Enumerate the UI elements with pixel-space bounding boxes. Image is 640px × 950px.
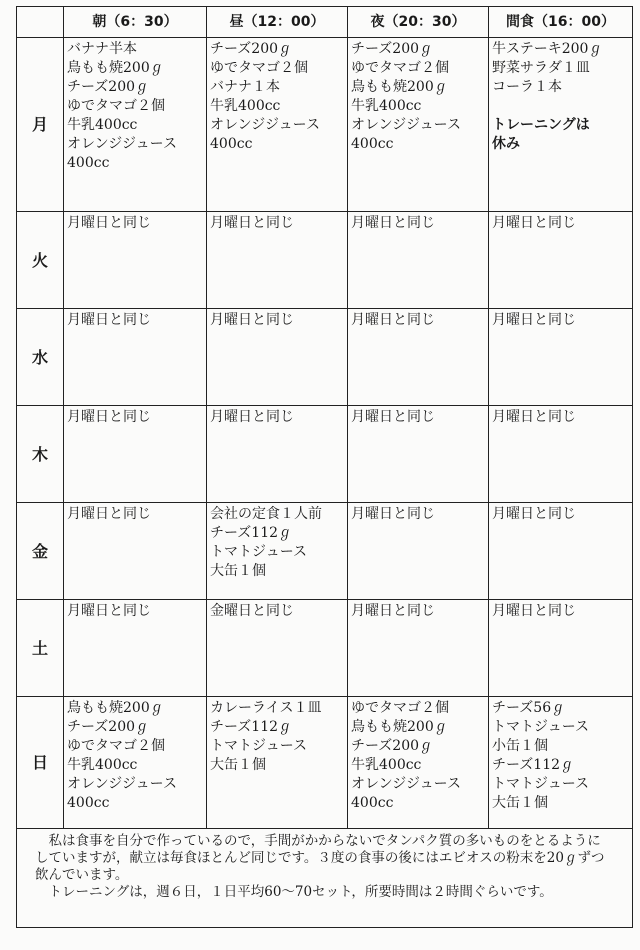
meal-item: 牛乳400cc [67, 117, 138, 133]
meal-item: チーズ200ℊ [67, 719, 150, 735]
meal-item: オレンジジュース [351, 117, 461, 133]
header-corner [17, 7, 64, 38]
meal-item: 400cc [67, 155, 110, 171]
header-dinner: 夜（20：30） [348, 7, 489, 38]
meal-item: 牛ステーキ200ℊ [492, 41, 603, 57]
table-row [17, 38, 633, 212]
day-label: 木 [17, 406, 64, 503]
meal-cell-snack [489, 503, 633, 600]
meal-item: 小缶１個 [492, 738, 548, 754]
meal-item: チーズ112ℊ [492, 757, 575, 773]
meal-item: チーズ200ℊ [351, 41, 434, 57]
meal-item: 牛乳400cc [67, 757, 138, 773]
meal-cell-dinner [348, 697, 489, 829]
meal-item: チーズ200ℊ [210, 41, 293, 57]
meal-cell-breakfast [64, 38, 207, 212]
meal-cell-lunch [207, 503, 348, 600]
spacer [492, 97, 629, 116]
meal-item: 鳥もも焼200ℊ [67, 700, 164, 716]
day-label: 土 [17, 600, 64, 697]
meal-item: 月曜日と同じ [351, 409, 435, 425]
meal-cell-lunch [207, 697, 348, 829]
meal-item: 400cc [351, 795, 394, 811]
meal-item: 月曜日と同じ [492, 409, 576, 425]
meal-item: オレンジジュース [210, 117, 320, 133]
table-row [17, 212, 633, 309]
meal-cell-lunch [207, 406, 348, 503]
meal-schedule-table [16, 6, 633, 928]
meal-item: 400cc [351, 136, 394, 152]
meal-item: 月曜日と同じ [210, 312, 294, 328]
meal-item: 月曜日と同じ [492, 215, 576, 231]
day-label: 日 [17, 697, 64, 829]
meal-item: ゆでタマゴ２個 [351, 700, 449, 716]
meal-item: 月曜日と同じ [210, 215, 294, 231]
meal-item: 会社の定食１人前 [210, 506, 322, 522]
meal-cell-snack [489, 406, 633, 503]
table-row [17, 406, 633, 503]
meal-item: 月曜日と同じ [210, 409, 294, 425]
meal-item: 400cc [67, 795, 110, 811]
meal-item: 鳥もも焼200ℊ [67, 60, 164, 76]
meal-item: 牛乳400cc [351, 98, 422, 114]
meal-cell-dinner [348, 503, 489, 600]
table-row [17, 697, 633, 829]
meal-cell-breakfast [64, 406, 207, 503]
meal-item: 月曜日と同じ [67, 506, 151, 522]
meal-item: カレーライス１皿 [210, 700, 322, 716]
meal-item: 牛乳400cc [351, 757, 422, 773]
meal-item: オレンジジュース [67, 776, 177, 792]
meal-cell-breakfast [64, 697, 207, 829]
meal-item: 月曜日と同じ [67, 409, 151, 425]
meal-item: チーズ112ℊ [210, 719, 293, 735]
header-row [17, 7, 633, 38]
meal-item: 月曜日と同じ [351, 506, 435, 522]
meal-cell-snack [489, 600, 633, 697]
note-paragraph-2: トレーニングは，週６日，１日平均60～70セット，所要時間は２時間ぐらいです。 [48, 884, 553, 900]
meal-item: ゆでタマゴ２個 [351, 60, 449, 76]
meal-item: チーズ200ℊ [351, 738, 434, 754]
meal-cell-breakfast [64, 212, 207, 309]
meal-item: トマトジュース [210, 738, 308, 754]
meal-item: コーラ１本 [492, 79, 562, 95]
day-label: 水 [17, 309, 64, 406]
meal-item: 大缶１個 [492, 795, 548, 811]
meal-item: オレンジジュース [67, 136, 177, 152]
meal-item: 月曜日と同じ [67, 312, 151, 328]
meal-item: バナナ１本 [210, 79, 280, 95]
header-lunch: 昼（12：00） [207, 7, 348, 38]
note-cell [17, 829, 633, 928]
meal-item: バナナ半本 [67, 41, 137, 57]
meal-item: 月曜日と同じ [67, 603, 151, 619]
note-paragraph-1: 私は食事を自分で作っているので，手間がかからないでタンパク質の多いものをとるようにしていますが，献立は毎食ほとんど同じです。３度の食事の後にはエビオスの粉末を20ℊずつ飲んでいます。 [35, 833, 605, 883]
meal-cell-lunch [207, 309, 348, 406]
meal-item: 野菜サラダ１皿 [492, 60, 590, 76]
meal-cell-dinner [348, 600, 489, 697]
meal-item: 大缶１個 [210, 563, 266, 579]
meal-cell-snack [489, 309, 633, 406]
meal-cell-breakfast [64, 309, 207, 406]
meal-cell-dinner [348, 212, 489, 309]
meal-item: 400cc [210, 136, 253, 152]
meal-cell-snack [489, 212, 633, 309]
meal-cell-breakfast [64, 600, 207, 697]
meal-item: 月曜日と同じ [492, 312, 576, 328]
meal-cell-dinner [348, 309, 489, 406]
table-body [17, 38, 633, 829]
meal-item: 金曜日と同じ [210, 603, 294, 619]
table-row [17, 309, 633, 406]
meal-item: チーズ56ℊ [492, 700, 566, 716]
meal-item: チーズ112ℊ [210, 525, 293, 541]
meal-item: 月曜日と同じ [351, 215, 435, 231]
training-note: 休み [492, 136, 520, 152]
note-row [17, 829, 633, 928]
meal-item: 月曜日と同じ [351, 312, 435, 328]
header-breakfast: 朝（6：30） [64, 7, 207, 38]
meal-item: トマトジュース [210, 544, 308, 560]
meal-cell-dinner [348, 406, 489, 503]
meal-item: チーズ200ℊ [67, 79, 150, 95]
meal-item: オレンジジュース [351, 776, 461, 792]
table-row [17, 503, 633, 600]
training-note: トレーニングは [492, 117, 590, 133]
header-snack: 間食（16：00） [489, 7, 633, 38]
meal-cell-snack [489, 38, 633, 212]
meal-item: ゆでタマゴ２個 [67, 738, 165, 754]
meal-item: トマトジュース [492, 719, 590, 735]
meal-item: 月曜日と同じ [67, 215, 151, 231]
meal-cell-lunch [207, 212, 348, 309]
meal-item: 大缶１個 [210, 757, 266, 773]
meal-item: トマトジュース [492, 776, 590, 792]
meal-item: 月曜日と同じ [492, 603, 576, 619]
meal-cell-breakfast [64, 503, 207, 600]
day-label: 金 [17, 503, 64, 600]
day-label: 月 [17, 38, 64, 212]
meal-item: ゆでタマゴ２個 [67, 98, 165, 114]
meal-cell-lunch [207, 38, 348, 212]
meal-cell-lunch [207, 600, 348, 697]
meal-cell-dinner [348, 38, 489, 212]
meal-item: 鳥もも焼200ℊ [351, 79, 448, 95]
meal-item: 月曜日と同じ [492, 506, 576, 522]
day-label: 火 [17, 212, 64, 309]
meal-item: ゆでタマゴ２個 [210, 60, 308, 76]
meal-item: 月曜日と同じ [351, 603, 435, 619]
meal-cell-snack [489, 697, 633, 829]
meal-item: 牛乳400cc [210, 98, 281, 114]
table-row [17, 600, 633, 697]
meal-item: 鳥もも焼200ℊ [351, 719, 448, 735]
